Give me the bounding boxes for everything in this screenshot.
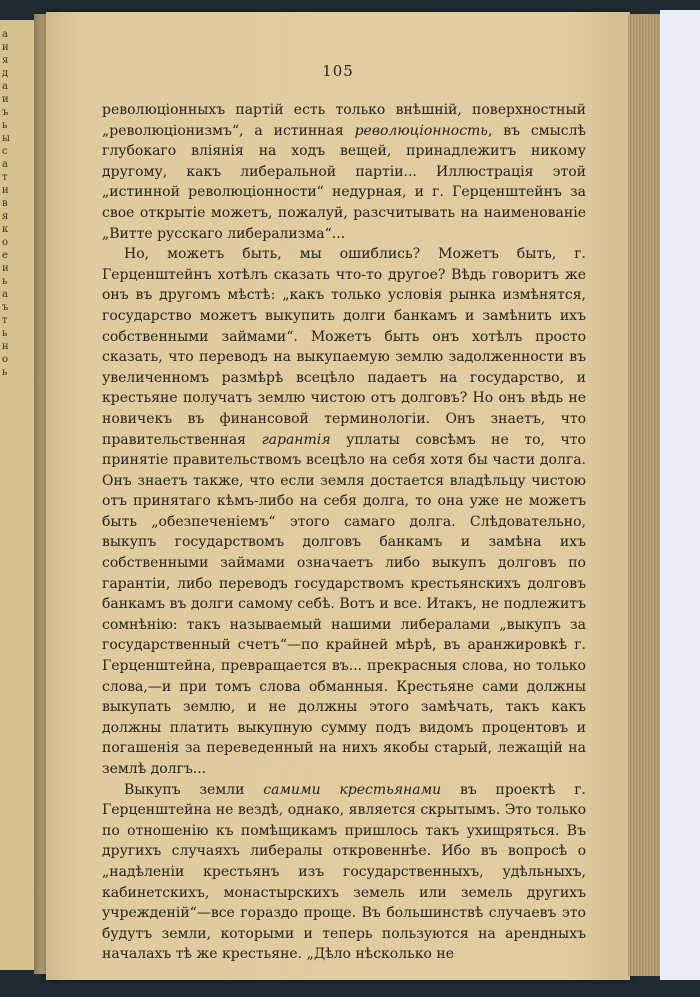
- background-surface: [660, 10, 700, 980]
- left-facing-page: [0, 20, 37, 970]
- text-segment: въ проектѣ г. Герценштейна не вездѣ, однако, является скрытымъ. Это только по отношенію къ помѣщикамъ пришлось такъ ухищряться. Въ другихъ случаяхъ либералы откровеннѣе. Ибо въ вопросѣ о „надѣленіи крестьянъ изъ государственныхъ, удѣльныхъ, кабинетскихъ, монастырскихъ земель или земель другихъ учрежденій“—все гораздо проще. Въ большинствѣ случаевъ это будутъ земли, которыми и теперь пользуются на арендныхъ началахъ тѣ же крестьяне. „Дѣло нѣсколько не: [102, 781, 586, 963]
- page-number: 105: [322, 62, 354, 80]
- text-segment: уплаты совсѣмъ не то, что принятіе правительствомъ всецѣло на себя хотя бы части долга. Онъ знаетъ также, что если земля достается владѣльцу чистою отъ принятаго кѣмъ-либо на себя долга, то она уже не можетъ быть „обезпеченіемъ“ этого самаго долга. Слѣдовательно, выкупъ государствомъ долговъ банкамъ и замѣна ихъ собственными займами означаетъ либо выкупъ долговъ по гарантіи, либо переводъ государствомъ крестьянскихъ долговъ банкамъ въ долги самому себѣ. Вотъ и все. Итакъ, не подлежитъ сомнѣнію: такъ называемый нашими либералами „выкупъ за государственный счетъ“—по крайней мѣрѣ, въ аранжировкѣ г. Герценштейна, превращается въ... прекрасныя слова, но только слова,—и при томъ слова обманныя. Крестьяне сами должны выкупать землю, и не должны этого замѣчать, такъ какъ должны платить выкупную сумму подъ видомъ процентовъ и погашенія за переведенный на нихъ якобы старый, лежащій на землѣ долгъ...: [102, 431, 586, 777]
- book-page: [46, 12, 630, 980]
- text-segment: Выкупъ земли: [124, 781, 264, 798]
- left-page-text-fragment: a и я д а и ъ ь ы с а т и в я к о е и ь а ъ т ь н о ь: [2, 29, 10, 378]
- paragraph: [102, 780, 586, 965]
- italic-text: революціонность: [354, 122, 488, 139]
- italic-text: гарантія: [261, 431, 331, 448]
- text-segment: Но, можетъ быть, мы ошиблись? Можетъ быть, г. Герценштейнъ хотѣлъ сказать что-то другое? Вѣдь говоритъ же онъ въ другомъ мѣстѣ: „какъ только условія рынка измѣнятся, государство можетъ выкупить долги банкамъ и замѣнить ихъ собственными займами“. Можетъ быть онъ хотѣлъ просто сказать, что переводъ на выкупаемую землю задолженности въ увеличенномъ размѣрѣ всецѣло падаетъ на государство, и крестьяне получатъ землю чистою отъ долговъ? Но онъ вѣдь не новичекъ въ финансовой терминологіи. Онъ знаетъ, что правительственная: [102, 246, 586, 448]
- paragraph: [102, 100, 586, 244]
- text-segment: революціонныхъ партій есть только внѣшній, поверхностный „революціонизмъ“, а истинная: [102, 102, 586, 139]
- paragraph: [102, 244, 586, 779]
- italic-text: самими крестьянами: [263, 781, 442, 798]
- text-segment: , въ смыслѣ глубокаго вліянія на ходъ вещей, принадлежитъ никому другому, какъ либеральной партіи... Иллюстрація этой „истинной революціонности“ недурная, и г. Герценштейнъ за свое открытіе можетъ, пожалуй, разсчитывать на наименованіе „Витте русскаго либерализма“...: [102, 122, 586, 242]
- page-body-text: [102, 100, 586, 965]
- page-stack-edge: [628, 14, 662, 976]
